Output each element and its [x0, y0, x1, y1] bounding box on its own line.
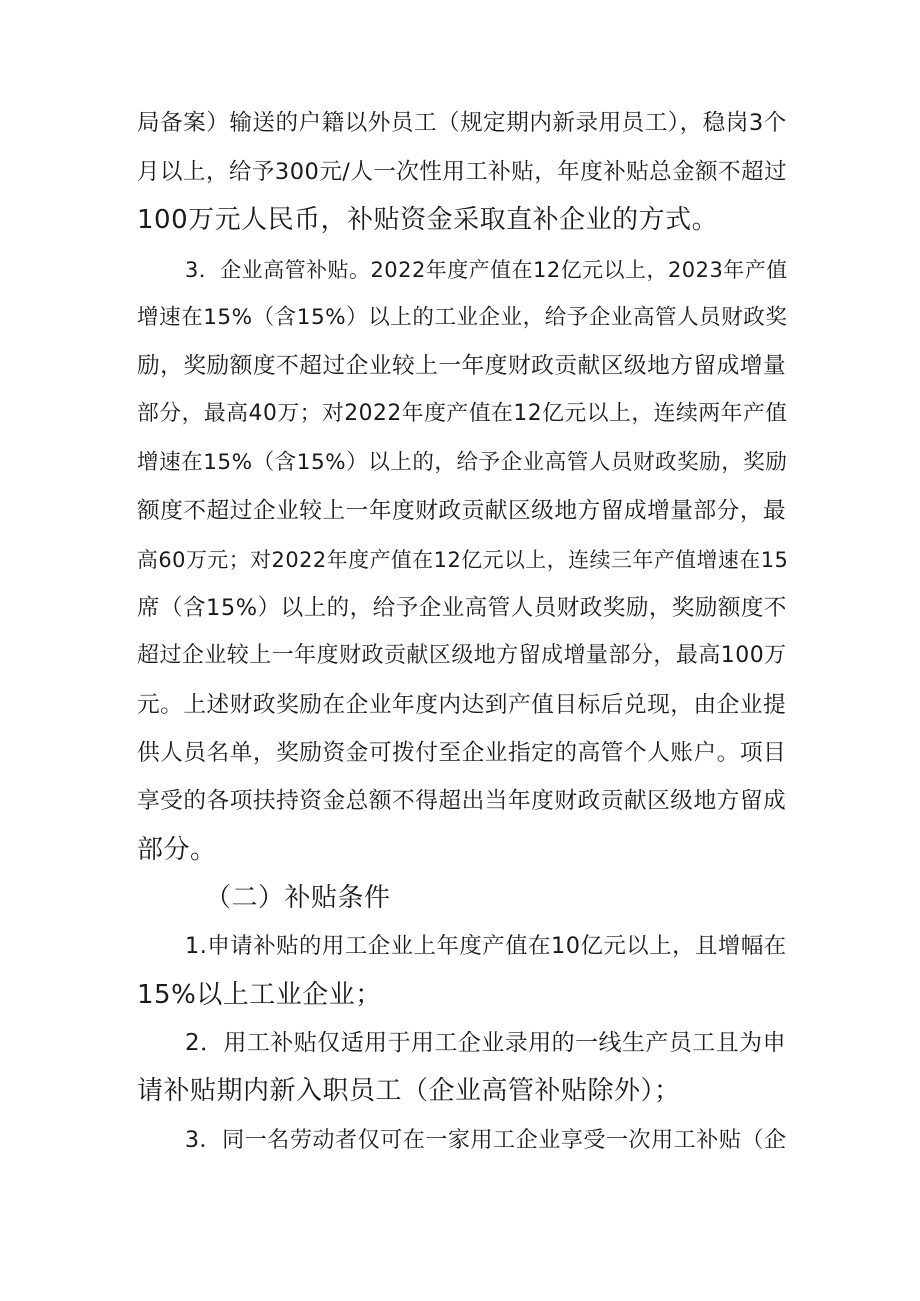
text-line: 请补贴期内新入职员工（企业高管补贴除外）； [137, 1076, 681, 1106]
text-line: 100万元人民币，补贴资金采取直补企业的方式。 [137, 205, 719, 235]
text-line: 励，奖励额度不超过企业较上一年度财政贡献区级地方留成增量 [137, 353, 787, 379]
text-line: 增速在15%（含15%）以上的，给予企业高管人员财政奖励，奖励 [137, 450, 788, 475]
text-line: 15%以上工业企业； [137, 980, 382, 1010]
paragraph-start-line: 3．企业高管补贴。2022年度产值在12亿元以上，2023年产值 [185, 258, 788, 282]
paragraph-start-line: 1.申请补贴的用工企业上年度产值在10亿元以上，且增幅在 [185, 933, 787, 959]
text-line: 局备案）输送的户籍以外员工（规定期内新录用员工），稳岗3个 [137, 110, 787, 136]
text-line: 部分，最高40万；对2022年度产值在12亿元以上，连续两年产值 [137, 401, 788, 426]
text-line: 高60万元；对2022年度产值在12亿元以上，连续三年产值增速在15 [137, 548, 789, 572]
text-line: 月以上，给予300元/人一次性用工补贴，年度补贴总金额不超过 [137, 159, 788, 185]
text-line: 增速在15%（含15%）以上的工业企业，给予企业高管人员财政奖 [137, 305, 788, 330]
text-line: 超过企业较上一年度财政贡献区级地方留成增量部分，最高100万 [137, 643, 787, 668]
text-line: 部分。 [137, 835, 217, 865]
text-line: 元。上述财政奖励在企业年度内达到产值目标后兑现，由企业提 [137, 692, 787, 718]
text-line: 席（含15%）以上的，给予企业高管人员财政奖励，奖励额度不 [137, 595, 787, 621]
text-line: 供人员名单，奖励资金可拨付至企业指定的高管个人账户。项目 [137, 740, 787, 766]
section-heading: （二）补贴条件 [205, 883, 391, 913]
paragraph-start-line: 2．用工补贴仅适用于用工企业录用的一线生产员工且为申 [185, 1030, 787, 1056]
paragraph-start-line: 3．同一名劳动者仅可在一家用工企业享受一次用工补贴（企 [185, 1127, 787, 1153]
text-line: 享受的各项扶持资金总额不得超出当年度财政贡献区级地方留成 [137, 788, 787, 814]
text-line: 额度不超过企业较上一年度财政贡献区级地方留成增量部分，最 [137, 498, 787, 524]
